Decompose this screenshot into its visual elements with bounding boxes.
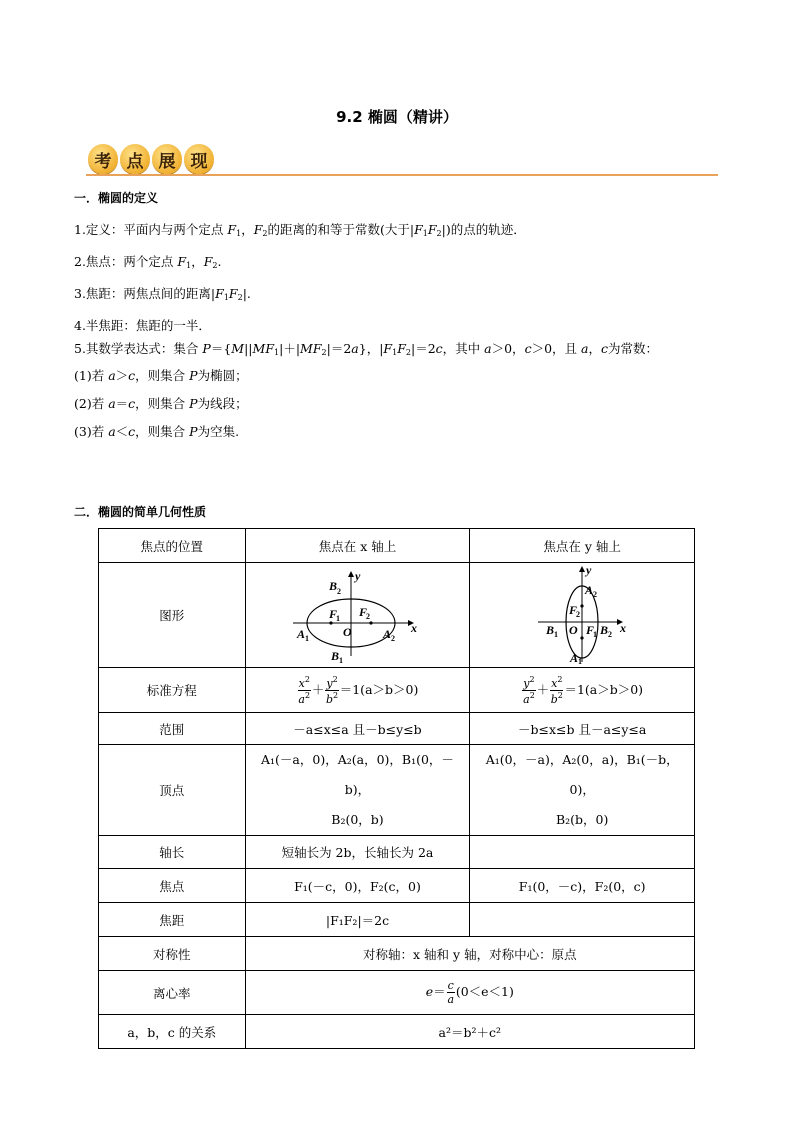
row-label: a，b，c 的关系: [99, 1015, 246, 1049]
figure-cell-y: [470, 563, 695, 668]
definition-line: 1.定义：平面内与两个定点 $F_1$，$F_2$的距离的和等于常数(大于$|F_1F_2|$)的点的轨迹．: [74, 222, 526, 238]
svg-text:2: 2: [366, 611, 371, 621]
svg-text:F: F: [329, 606, 338, 621]
svg-text:B: B: [329, 578, 338, 593]
banner-char: 展: [152, 144, 182, 174]
svg-text:2: 2: [576, 609, 581, 619]
row-label: 对称性: [99, 937, 246, 971]
range-x: －a≤x≤a 且－b≤y≤b: [245, 713, 470, 745]
svg-text:A: A: [585, 582, 594, 597]
banner-char: 现: [184, 144, 214, 174]
figure-cell-x: [245, 563, 470, 668]
properties-table: [98, 528, 695, 1049]
row-label: 顶点: [99, 745, 246, 836]
table-row: [99, 529, 695, 563]
svg-text:1: 1: [554, 629, 559, 639]
table-row: [99, 937, 695, 971]
svg-text:x: x: [411, 620, 418, 635]
row-label: 离心率: [99, 971, 246, 1015]
svg-text:1: 1: [578, 656, 583, 666]
focal-distance-line: 3.焦距：两焦点间的距离$|F_1F_2|$.: [74, 286, 251, 302]
focus-y: F₁(0，－c)，F₂(0，c): [470, 869, 695, 903]
svg-text:1: 1: [339, 655, 344, 665]
svg-text:2: 2: [391, 633, 396, 643]
row-label: 范围: [99, 713, 246, 745]
relation-value: a²＝b²＋c²: [245, 1015, 694, 1049]
symmetry-value: 对称轴：x 轴和 y 轴，对称中心：原点: [245, 937, 694, 971]
svg-text:2: 2: [337, 586, 342, 596]
ellipse-x-figure: [287, 568, 427, 665]
table-row: [99, 869, 695, 903]
row-label: 轴长: [99, 836, 246, 869]
svg-text:F: F: [569, 602, 578, 617]
focus-x: F₁(－c，0)，F₂(c，0): [245, 869, 470, 903]
case-segment: (2)若 a＝c，则集合 P为线段；: [74, 396, 248, 411]
vertex-x: A₁(－a，0)，A₂(a，0)，B₁(0，－b)， B₂(0，b): [245, 745, 470, 836]
svg-text:2: 2: [608, 629, 613, 639]
focal-x: |F₁F₂|＝2c: [245, 903, 470, 937]
row-label: 标准方程: [99, 668, 246, 713]
header-cell: 焦点在 x 轴上: [245, 529, 470, 563]
svg-text:O: O: [569, 622, 578, 637]
svg-text:F: F: [359, 604, 368, 619]
axis-x: 短轴长为 2b，长轴长为 2a: [245, 836, 470, 869]
case-empty: (3)若 a＜c，则集合 P为空集.: [74, 424, 240, 439]
section-heading-definition: 一．椭圆的定义: [74, 191, 159, 205]
svg-text:B: B: [600, 622, 609, 637]
equation-y: $\frac{y^2}{a^2}$ ＋ $\frac{x^2}{b^2}$ ＝1(a＞b＞0): [470, 668, 695, 713]
focus-line: 2.焦点：两个定点 $F_1$，$F_2$.: [74, 254, 222, 270]
case-ellipse: (1)若 a＞c，则集合 P为椭圆；: [74, 368, 248, 383]
section-heading-properties: 二．椭圆的简单几何性质: [74, 505, 207, 519]
svg-text:y: y: [586, 562, 592, 577]
svg-text:y: y: [355, 568, 361, 583]
ellipse-y-figure: [532, 564, 632, 664]
svg-text:A: A: [383, 626, 392, 641]
row-label: 焦点: [99, 869, 246, 903]
table-row: [99, 713, 695, 745]
svg-text:x: x: [620, 620, 627, 635]
banner-char: 考: [88, 144, 118, 174]
row-label: 图形: [99, 563, 246, 668]
focal-y: [470, 903, 695, 937]
range-y: －b≤x≤b 且－a≤y≤a: [470, 713, 695, 745]
table-row: [99, 903, 695, 937]
banner-char: 点: [120, 144, 150, 174]
svg-text:A: A: [297, 626, 306, 641]
row-label: 焦距: [99, 903, 246, 937]
svg-text:B: B: [331, 648, 340, 663]
table-row: [99, 971, 695, 1015]
svg-text:A: A: [570, 650, 579, 665]
eccentricity-value: e＝ $\frac{c}{a}$ (0＜e＜1): [245, 971, 694, 1015]
svg-text:1: 1: [336, 613, 341, 623]
table-row: [99, 1015, 695, 1049]
svg-text:1: 1: [593, 629, 598, 639]
equation-x: $\frac{x^2}{a^2}$ ＋ $\frac{y^2}{b^2}$ ＝1(a＞b＞0): [245, 668, 470, 713]
banner-rule: [86, 174, 718, 176]
header-cell: 焦点的位置: [99, 529, 246, 563]
vertex-y: A₁(0，－a)，A₂(0，a)，B₁(－b，0)， B₂(b，0): [470, 745, 695, 836]
svg-text:F: F: [586, 622, 595, 637]
table-row: [99, 836, 695, 869]
svg-text:B: B: [546, 622, 555, 637]
svg-text:2: 2: [593, 589, 598, 599]
table-row: [99, 745, 695, 836]
svg-text:1: 1: [305, 633, 310, 643]
header-cell: 焦点在 y 轴上: [470, 529, 695, 563]
table-row: [99, 563, 695, 668]
svg-text:O: O: [343, 624, 353, 639]
table-row: [99, 668, 695, 713]
math-expression-line: 5.其数学表达式：集合 $P=\{M||MF_1|+|MF_2|=2a\}$，$|F_1F_2|=2c$，其中 a＞0，c＞0，且 a，c为常数：: [74, 341, 659, 357]
half-focal-line: 4.半焦距：焦距的一半．: [74, 318, 211, 333]
page-title: 9.2 椭圆（精讲）: [336, 108, 458, 126]
axis-y: [470, 836, 695, 869]
